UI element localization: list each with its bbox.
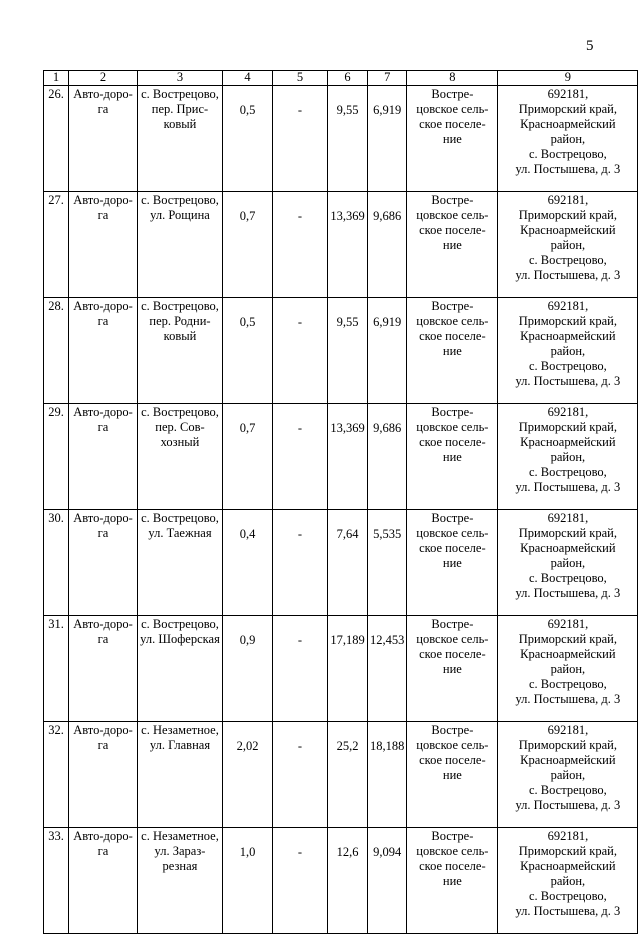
row-number-cell: 26. xyxy=(44,86,69,192)
column-6-cell: 7,64 xyxy=(328,510,368,616)
column-5-cell: - xyxy=(273,722,328,828)
location-cell: с. Вострецово, ул. Таежная xyxy=(138,510,223,616)
column-5-cell: - xyxy=(273,828,328,934)
address-cell: 692181, Приморский край, Красноармейский район, с. Вострецово, ул. Постышева, д. 3 xyxy=(498,404,638,510)
row-number-cell: 32. xyxy=(44,722,69,828)
column-4-cell: 0,5 xyxy=(223,86,273,192)
owner-cell: Востре- цовское сель- ское поселе- ние xyxy=(407,722,498,828)
table-row xyxy=(44,828,638,934)
road-registry-table xyxy=(43,70,638,934)
object-type-cell: Авто-доро- га xyxy=(69,192,138,298)
location-cell: с. Вострецово, пер. Родни- ковый xyxy=(138,298,223,404)
page-number: 5 xyxy=(586,38,594,54)
location-cell: с. Незаметное, ул. Зараз- резная xyxy=(138,828,223,934)
column-6-cell: 13,369 xyxy=(328,404,368,510)
table-row xyxy=(44,404,638,510)
table-row xyxy=(44,298,638,404)
column-4-cell: 2,02 xyxy=(223,722,273,828)
owner-cell: Востре- цовское сель- ское поселе- ние xyxy=(407,86,498,192)
location-cell: с. Вострецово, пер. Прис- ковый xyxy=(138,86,223,192)
object-type-cell: Авто-доро- га xyxy=(69,828,138,934)
address-cell: 692181, Приморский край, Красноармейский район, с. Вострецово, ул. Постышева, д. 3 xyxy=(498,828,638,934)
header-row xyxy=(44,71,638,86)
row-number-cell: 30. xyxy=(44,510,69,616)
owner-cell: Востре- цовское сель- ское поселе- ние xyxy=(407,510,498,616)
owner-cell: Востре- цовское сель- ское поселе- ние xyxy=(407,192,498,298)
table-row xyxy=(44,86,638,192)
row-number-cell: 33. xyxy=(44,828,69,934)
column-6-cell: 25,2 xyxy=(328,722,368,828)
column-4-cell: 0,5 xyxy=(223,298,273,404)
column-6-cell: 9,55 xyxy=(328,86,368,192)
object-type-cell: Авто-доро- га xyxy=(69,722,138,828)
column-header: 9 xyxy=(498,71,638,86)
location-cell: с. Незаметное, ул. Главная xyxy=(138,722,223,828)
column-5-cell: - xyxy=(273,86,328,192)
column-7-cell: 5,535 xyxy=(368,510,407,616)
address-cell: 692181, Приморский край, Красноармейский район, с. Вострецово, ул. Постышева, д. 3 xyxy=(498,86,638,192)
table-row xyxy=(44,616,638,722)
column-header: 5 xyxy=(273,71,328,86)
object-type-cell: Авто-доро- га xyxy=(69,298,138,404)
location-cell: с. Вострецово, пер. Сов- хозный xyxy=(138,404,223,510)
column-6-cell: 9,55 xyxy=(328,298,368,404)
column-7-cell: 9,686 xyxy=(368,192,407,298)
column-5-cell: - xyxy=(273,616,328,722)
column-6-cell: 17,189 xyxy=(328,616,368,722)
object-type-cell: Авто-доро- га xyxy=(69,404,138,510)
column-header: 4 xyxy=(223,71,273,86)
object-type-cell: Авто-доро- га xyxy=(69,510,138,616)
column-5-cell: - xyxy=(273,298,328,404)
address-cell: 692181, Приморский край, Красноармейский район, с. Вострецово, ул. Постышева, д. 3 xyxy=(498,510,638,616)
column-header: 1 xyxy=(44,71,69,86)
column-4-cell: 0,4 xyxy=(223,510,273,616)
table-row xyxy=(44,510,638,616)
owner-cell: Востре- цовское сель- ское поселе- ние xyxy=(407,828,498,934)
row-number-cell: 27. xyxy=(44,192,69,298)
owner-cell: Востре- цовское сель- ское поселе- ние xyxy=(407,298,498,404)
row-number-cell: 28. xyxy=(44,298,69,404)
column-7-cell: 18,188 xyxy=(368,722,407,828)
column-7-cell: 9,686 xyxy=(368,404,407,510)
location-cell: с. Вострецово, ул. Рощина xyxy=(138,192,223,298)
table-row xyxy=(44,722,638,828)
column-header: 2 xyxy=(69,71,138,86)
column-header: 3 xyxy=(138,71,223,86)
column-header: 8 xyxy=(407,71,498,86)
location-cell: с. Вострецово, ул. Шоферская xyxy=(138,616,223,722)
owner-cell: Востре- цовское сель- ское поселе- ние xyxy=(407,404,498,510)
column-7-cell: 6,919 xyxy=(368,298,407,404)
column-7-cell: 12,453 xyxy=(368,616,407,722)
row-number-cell: 31. xyxy=(44,616,69,722)
column-7-cell: 9,094 xyxy=(368,828,407,934)
column-4-cell: 1,0 xyxy=(223,828,273,934)
column-6-cell: 13,369 xyxy=(328,192,368,298)
column-7-cell: 6,919 xyxy=(368,86,407,192)
object-type-cell: Авто-доро- га xyxy=(69,86,138,192)
address-cell: 692181, Приморский край, Красноармейский район, с. Вострецово, ул. Постышева, д. 3 xyxy=(498,722,638,828)
table-row xyxy=(44,192,638,298)
owner-cell: Востре- цовское сель- ское поселе- ние xyxy=(407,616,498,722)
column-header: 6 xyxy=(328,71,368,86)
column-4-cell: 0,7 xyxy=(223,404,273,510)
address-cell: 692181, Приморский край, Красноармейский район, с. Вострецово, ул. Постышева, д. 3 xyxy=(498,192,638,298)
column-header: 7 xyxy=(368,71,407,86)
address-cell: 692181, Приморский край, Красноармейский район, с. Вострецово, ул. Постышева, д. 3 xyxy=(498,616,638,722)
row-number-cell: 29. xyxy=(44,404,69,510)
column-6-cell: 12,6 xyxy=(328,828,368,934)
column-4-cell: 0,9 xyxy=(223,616,273,722)
column-5-cell: - xyxy=(273,192,328,298)
object-type-cell: Авто-доро- га xyxy=(69,616,138,722)
column-5-cell: - xyxy=(273,510,328,616)
address-cell: 692181, Приморский край, Красноармейский район, с. Вострецово, ул. Постышева, д. 3 xyxy=(498,298,638,404)
column-5-cell: - xyxy=(273,404,328,510)
column-4-cell: 0,7 xyxy=(223,192,273,298)
